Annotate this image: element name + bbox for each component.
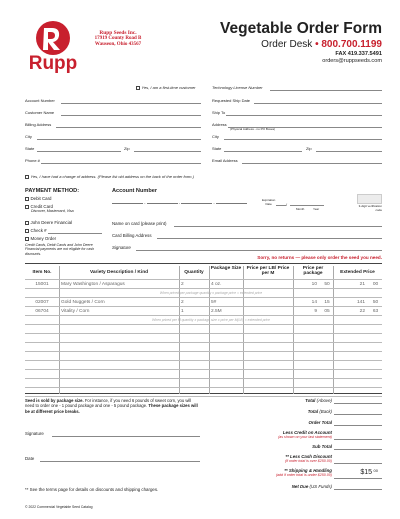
order-total-field[interactable] <box>334 425 382 426</box>
net-due-field[interactable] <box>334 489 382 490</box>
name-on-card-field[interactable] <box>174 226 382 227</box>
table-row[interactable] <box>25 333 382 342</box>
zip-label: Zip <box>124 146 130 151</box>
year-label: Year <box>313 207 320 211</box>
header-variety: Variety Description / Kind <box>89 270 149 275</box>
footer-signature-label: Signature <box>25 431 44 436</box>
header-price-per-package: Price per package <box>302 266 324 276</box>
table-row[interactable] <box>25 297 382 306</box>
check-checkbox[interactable] <box>25 229 29 233</box>
first-time-customer[interactable] <box>136 85 196 90</box>
package-note-lead: Seed is sold by package size. <box>25 398 84 403</box>
less-cash-field[interactable] <box>334 463 382 464</box>
change-address-label: Yes, I have had a change of address. (Please list old address on the back of the order form.) <box>30 174 194 179</box>
account-number-label: Account Number <box>25 98 55 103</box>
state-label-2: State <box>212 146 222 151</box>
account-number-field[interactable] <box>61 103 201 104</box>
row-note: When priced per package quantity x package price = extended price <box>159 291 263 295</box>
exp-year-field[interactable] <box>290 205 324 206</box>
cell-size[interactable]: 5# <box>211 300 217 305</box>
table-row[interactable] <box>25 279 382 288</box>
first-time-checkbox[interactable] <box>136 86 140 90</box>
money-order-checkbox[interactable] <box>25 237 29 241</box>
package-note-tail: These package sizes will be at different price breaks. <box>25 403 198 414</box>
change-address-checkbox[interactable] <box>25 175 29 179</box>
cell-size[interactable]: 2.5M <box>211 309 222 314</box>
cell-ext-cents[interactable]: 63 <box>372 309 379 314</box>
cell-ext-dollars[interactable]: 141 <box>356 300 365 305</box>
city-label-2: City <box>212 134 219 139</box>
billing-address-label: Billing Address <box>25 122 52 127</box>
shipping-cents: 00 <box>373 468 378 473</box>
ship-to-field[interactable] <box>226 115 382 116</box>
table-row[interactable] <box>25 351 382 360</box>
less-credit-label: Less Credit on Account <box>282 430 332 435</box>
page-title: Vegetable Order Form <box>220 20 382 37</box>
phone-field[interactable] <box>41 163 201 164</box>
header-price-per: Price per LB/ Price per M <box>246 266 290 276</box>
cell-size[interactable]: 4 oz. <box>211 282 222 287</box>
header-quantity: Quantity <box>184 270 204 275</box>
expiration-label: Expiration Date <box>262 198 276 206</box>
john-deere-option[interactable] <box>25 220 72 225</box>
cell-ext-dollars[interactable]: 21 <box>359 282 365 287</box>
cell-ext-cents[interactable]: 00 <box>372 282 379 287</box>
requested-ship-date-label: Requested Ship Date <box>212 98 251 103</box>
card-signature-field[interactable] <box>136 250 382 251</box>
cell-variety[interactable]: Mary Washington / Asparagus <box>61 282 125 287</box>
month-label: Month <box>296 207 305 211</box>
table-row[interactable] <box>25 306 382 315</box>
check-label: Check # <box>30 228 47 233</box>
credit-card-label: Credit Card <box>30 204 53 209</box>
table-row[interactable] <box>25 342 382 351</box>
cell-pkg-cents[interactable]: 50 <box>324 282 330 287</box>
company-address <box>80 30 156 48</box>
fax-number: FAX 419.337.5491 <box>335 51 382 57</box>
zip-label-2: Zip <box>306 146 312 151</box>
address-line-2: Wauseon, Ohio 43567 <box>94 42 142 47</box>
billing-address-field[interactable] <box>56 127 201 128</box>
cell-pkg-cents[interactable]: 15 <box>324 300 330 305</box>
footer-date-field[interactable] <box>40 461 200 462</box>
tech-license-label: Technology License Number <box>212 85 263 90</box>
exp-slash: / <box>286 202 288 207</box>
customer-name-field[interactable] <box>61 115 201 116</box>
first-time-label: Yes, I am a first-time customer <box>141 85 196 90</box>
john-deere-checkbox[interactable] <box>25 221 29 225</box>
change-of-address[interactable] <box>25 174 194 179</box>
ineligible-note: Credit Cards, Debit Cards and John Deere Financial payments are not eligible for cash discounts. <box>25 243 95 256</box>
address-label: Address <box>212 122 227 127</box>
table-row[interactable] <box>25 360 382 369</box>
total-above-field[interactable] <box>334 403 382 404</box>
cell-item[interactable]: 15001 <box>35 282 49 287</box>
credit-card-checkbox[interactable] <box>25 205 29 209</box>
state-field[interactable] <box>37 151 121 152</box>
ship-to-label: Ship To <box>212 110 226 115</box>
city-label: City <box>25 134 32 139</box>
tech-license-field[interactable] <box>270 90 382 91</box>
email-address-field[interactable] <box>242 163 382 164</box>
shipping-note: (add if order total is under $250.00) <box>275 473 332 477</box>
money-order-option[interactable] <box>25 236 56 241</box>
header-package-size: Package Size <box>210 266 242 271</box>
cell-ext-cents[interactable]: 50 <box>372 300 379 305</box>
account-number-heading: Account Number <box>112 188 158 194</box>
no-returns-notice: Sorry, no returns — please only order the seed you need. <box>257 255 382 260</box>
email-address-label: Email Address <box>212 158 238 163</box>
shipping-amount: $15 <box>360 469 372 476</box>
company-name: Rupp Seeds Inc. <box>99 30 137 36</box>
name-on-card-label: Name on card (please print) <box>112 221 167 226</box>
less-credit-note: (as shown on your last statement) <box>278 435 332 439</box>
total-back-field[interactable] <box>334 414 382 415</box>
cell-qty[interactable]: 1 <box>181 309 184 314</box>
exp-month-field[interactable] <box>276 205 286 206</box>
cell-ext-dollars[interactable]: 22 <box>359 309 365 314</box>
debit-card-option[interactable] <box>25 196 52 201</box>
zip-field-2[interactable] <box>316 151 382 152</box>
less-cash-note: (if order total is over $250.00) <box>285 459 332 463</box>
table-header <box>25 266 382 278</box>
cell-pkg-dollars[interactable]: 9 <box>314 309 317 314</box>
table-row[interactable] <box>25 315 382 324</box>
cell-pkg-dollars[interactable]: 10 <box>311 282 317 287</box>
order-total-label: Order Total <box>308 420 332 425</box>
payment-method-heading: PAYMENT METHOD: <box>25 188 80 194</box>
less-credit-field[interactable] <box>334 439 382 440</box>
rupp-logo <box>22 18 84 74</box>
check-number-field[interactable] <box>48 233 102 234</box>
sub-total-label: Sub Total <box>312 444 332 449</box>
email-link[interactable]: orders@ruppseeds.com <box>322 58 382 64</box>
footer-signature-field[interactable] <box>52 436 200 437</box>
card-number-field[interactable]: - - - <box>112 200 247 205</box>
check-option[interactable] <box>25 228 47 233</box>
card-billing-address-label: Card Billing Address <box>112 233 152 238</box>
card-billing-address-field[interactable] <box>157 238 382 239</box>
terms-note: ** See the terms page for details on discounts and shipping charges. <box>25 487 159 492</box>
phone-label: Phone # <box>25 158 40 163</box>
cell-qty[interactable]: 2 <box>181 282 184 287</box>
cell-item[interactable]: 02007 <box>35 300 49 305</box>
header-contact <box>220 20 382 65</box>
signature-label: Signature <box>112 245 131 250</box>
net-due-label: Net Due (US Funds) <box>291 484 332 489</box>
order-desk-label: Order Desk <box>261 39 313 50</box>
state-label: State <box>25 146 35 151</box>
state-field-2[interactable] <box>224 151 302 152</box>
table-row[interactable] <box>25 369 382 378</box>
cell-variety[interactable]: Vitality / Corn <box>61 309 90 314</box>
credit-card-note: Discover, Mastercard, Visa <box>31 209 74 213</box>
city-field-2[interactable] <box>224 139 382 140</box>
table-row[interactable] <box>25 324 382 333</box>
footer-date-label: Date <box>25 456 35 461</box>
table-row[interactable] <box>25 378 382 387</box>
row-note: When priced per M quantity x package size x price per M(LB) = extended price <box>152 318 270 322</box>
address-line-1: 17919 County Road B <box>94 36 142 41</box>
header-item-no: Item No. <box>32 270 52 275</box>
customer-name-label: Customer Name <box>25 110 55 115</box>
total-above-label: Total (Above) <box>305 398 332 403</box>
table-row[interactable] <box>25 387 382 396</box>
john-deere-label: John Deere Financial <box>30 220 72 225</box>
shipping-label: ** Shipping & Handling <box>284 468 332 473</box>
ship-date-field[interactable] <box>254 103 382 104</box>
debit-card-checkbox[interactable] <box>25 197 29 201</box>
cell-pkg-dollars[interactable]: 14 <box>311 300 317 305</box>
cell-qty[interactable]: 2 <box>181 300 184 305</box>
table-row[interactable] <box>25 288 382 297</box>
money-order-label: Money Order <box>30 236 57 241</box>
package-size-note <box>25 398 200 414</box>
cell-item[interactable]: 06704 <box>35 309 49 314</box>
package-note-body: For instance, if you need 6 pounds of sweet corn, you will need to order one - 1 pound package and one - 5 pound package. <box>25 398 192 409</box>
header-extended-price: Extended Price <box>340 270 375 275</box>
rupp-logo-icon <box>22 18 84 74</box>
cell-variety[interactable]: Gold Nuggets / Corn <box>61 300 105 305</box>
logo-text: Rupp <box>28 53 78 74</box>
less-cash-discount-label: ** Less Cash Discount <box>285 454 332 459</box>
copyright: © 2022 Commercial Vegetable Seed Catalog <box>25 505 93 509</box>
shipping-field[interactable] <box>334 478 382 479</box>
sub-total-field[interactable] <box>334 449 382 450</box>
debit-card-label: Debit Card <box>30 196 52 201</box>
verification-label: 3-digit verification code <box>358 204 382 212</box>
cell-pkg-cents[interactable]: 05 <box>324 309 330 314</box>
verification-code-field[interactable] <box>357 194 382 204</box>
total-back-label: Total (Back) <box>307 409 332 414</box>
order-desk-phone[interactable]: 800.700.1199 <box>321 39 382 50</box>
city-field[interactable] <box>37 139 201 140</box>
zip-field[interactable] <box>134 151 201 152</box>
address-note: (Physical Address - no PO Boxes) <box>230 127 276 131</box>
order-desk-sep: • <box>315 39 319 50</box>
